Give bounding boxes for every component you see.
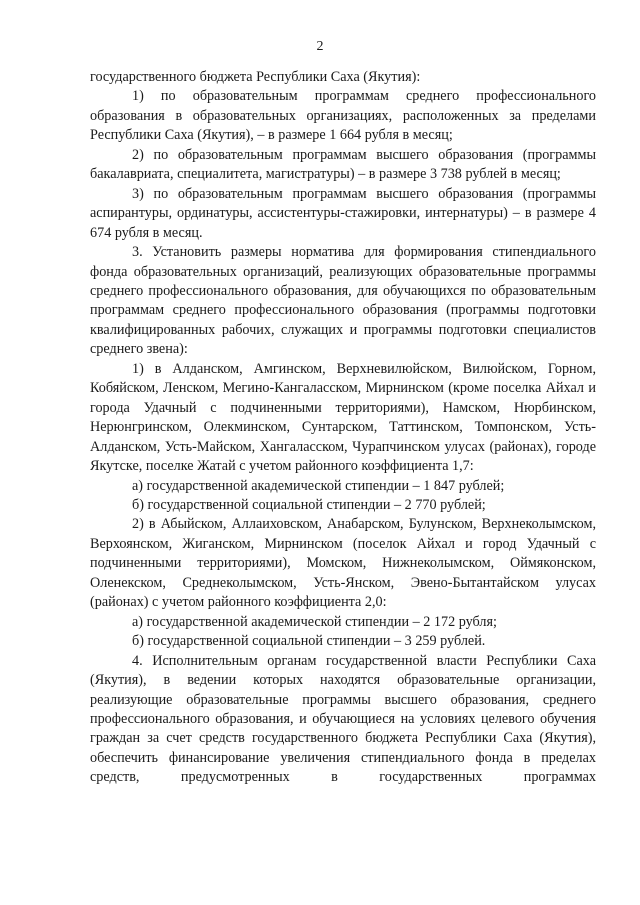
paragraph-item-2-higher: 2) по образовательным программам высшего образования (программы бакалавриата, специалитета, магистратуры) – в размере 3 738 рублей в месяц;: [90, 146, 596, 183]
paragraph-section-3: 3. Установить размеры норматива для формирования стипендиального фонда образовательных организаций, реализующих образовательные программы среднего профессионального образования, для обучающихся по образовательным программам среднего профессионального образования (программы подготовки квалифицированных рабочих, служащих и программы подготовки специалистов среднего звена):: [90, 244, 596, 358]
paragraph-item-3-postgraduate: 3) по образовательным программам высшего образования (программы аспирантуры, ординатуры, ассистентуры-стажировки, интернатуры) – в размере 4 674 рубля в месяц.: [90, 185, 596, 241]
paragraph-social-stipend-2: б) государственной социальной стипендии – 3 259 рублей.: [132, 633, 486, 650]
paragraph-districts-1: 1) в Алданском, Амгинском, Верхневилюйском, Вилюйском, Горном, Кобяйском, Ленском, Мегино-Кангаласском, Мирнинском (кроме поселка Айхал и города Удачный с подчиненными территориями), Намском, Нюрбинском, Нерюнгринском, Олекминском, Сунтарском, Таттинском, Томпонском, Усть-Алданском, Усть-Майском, Хангаласском, Чурапчинском улусах (районах), городе Якутске, поселке Жатай с учетом районного коэффициента 1,7:: [90, 360, 596, 475]
page-number: 2: [316, 39, 324, 54]
paragraph-districts-2: 2) в Абыйском, Аллаиховском, Анабарском, Булунском, Верхнеколымском, Верхоянском, Жиганском, Мирнинском (поселок Айхал и город Удачный с подчиненными территориями), Момском, Нижнеколымском, Оймяконском, Оленекском, Среднеколымском, Усть-Янском, Эвено-Бытантайском улусах (районах) с учетом районного коэффициента 2,0:: [90, 516, 596, 611]
paragraph-section-4: 4. Исполнительным органам государственной власти Республики Саха (Якутия), в ведении которых находятся образовательные организации, реализующие образовательные программы высшего образования, среднего профессионального образования, и обучающиеся на условиях целевого обучения граждан за счет средств государственного бюджета Республики Саха (Якутия), обеспечить финансирование увеличения стипендиального фонда в пределах средств, предусмотренных в государственных программах: [90, 652, 596, 786]
paragraph-academic-stipend-1: а) государственной академической стипендии – 1 847 рублей;: [132, 477, 505, 494]
document-body: [90, 68, 596, 788]
intro-line: государственного бюджета Республики Саха (Якутия):: [90, 69, 421, 85]
paragraph-academic-stipend-2: а) государственной академической стипендии – 2 172 рубля;: [132, 613, 497, 630]
paragraph-item-1-spo: 1) по образовательным программам среднего профессионального образования в образовательных организациях, расположенных за пределами Республики Саха (Якутия), – в размере 1 664 рубля в месяц;: [90, 88, 596, 144]
paragraph-social-stipend-1: б) государственной социальной стипендии – 2 770 рублей;: [132, 496, 486, 513]
